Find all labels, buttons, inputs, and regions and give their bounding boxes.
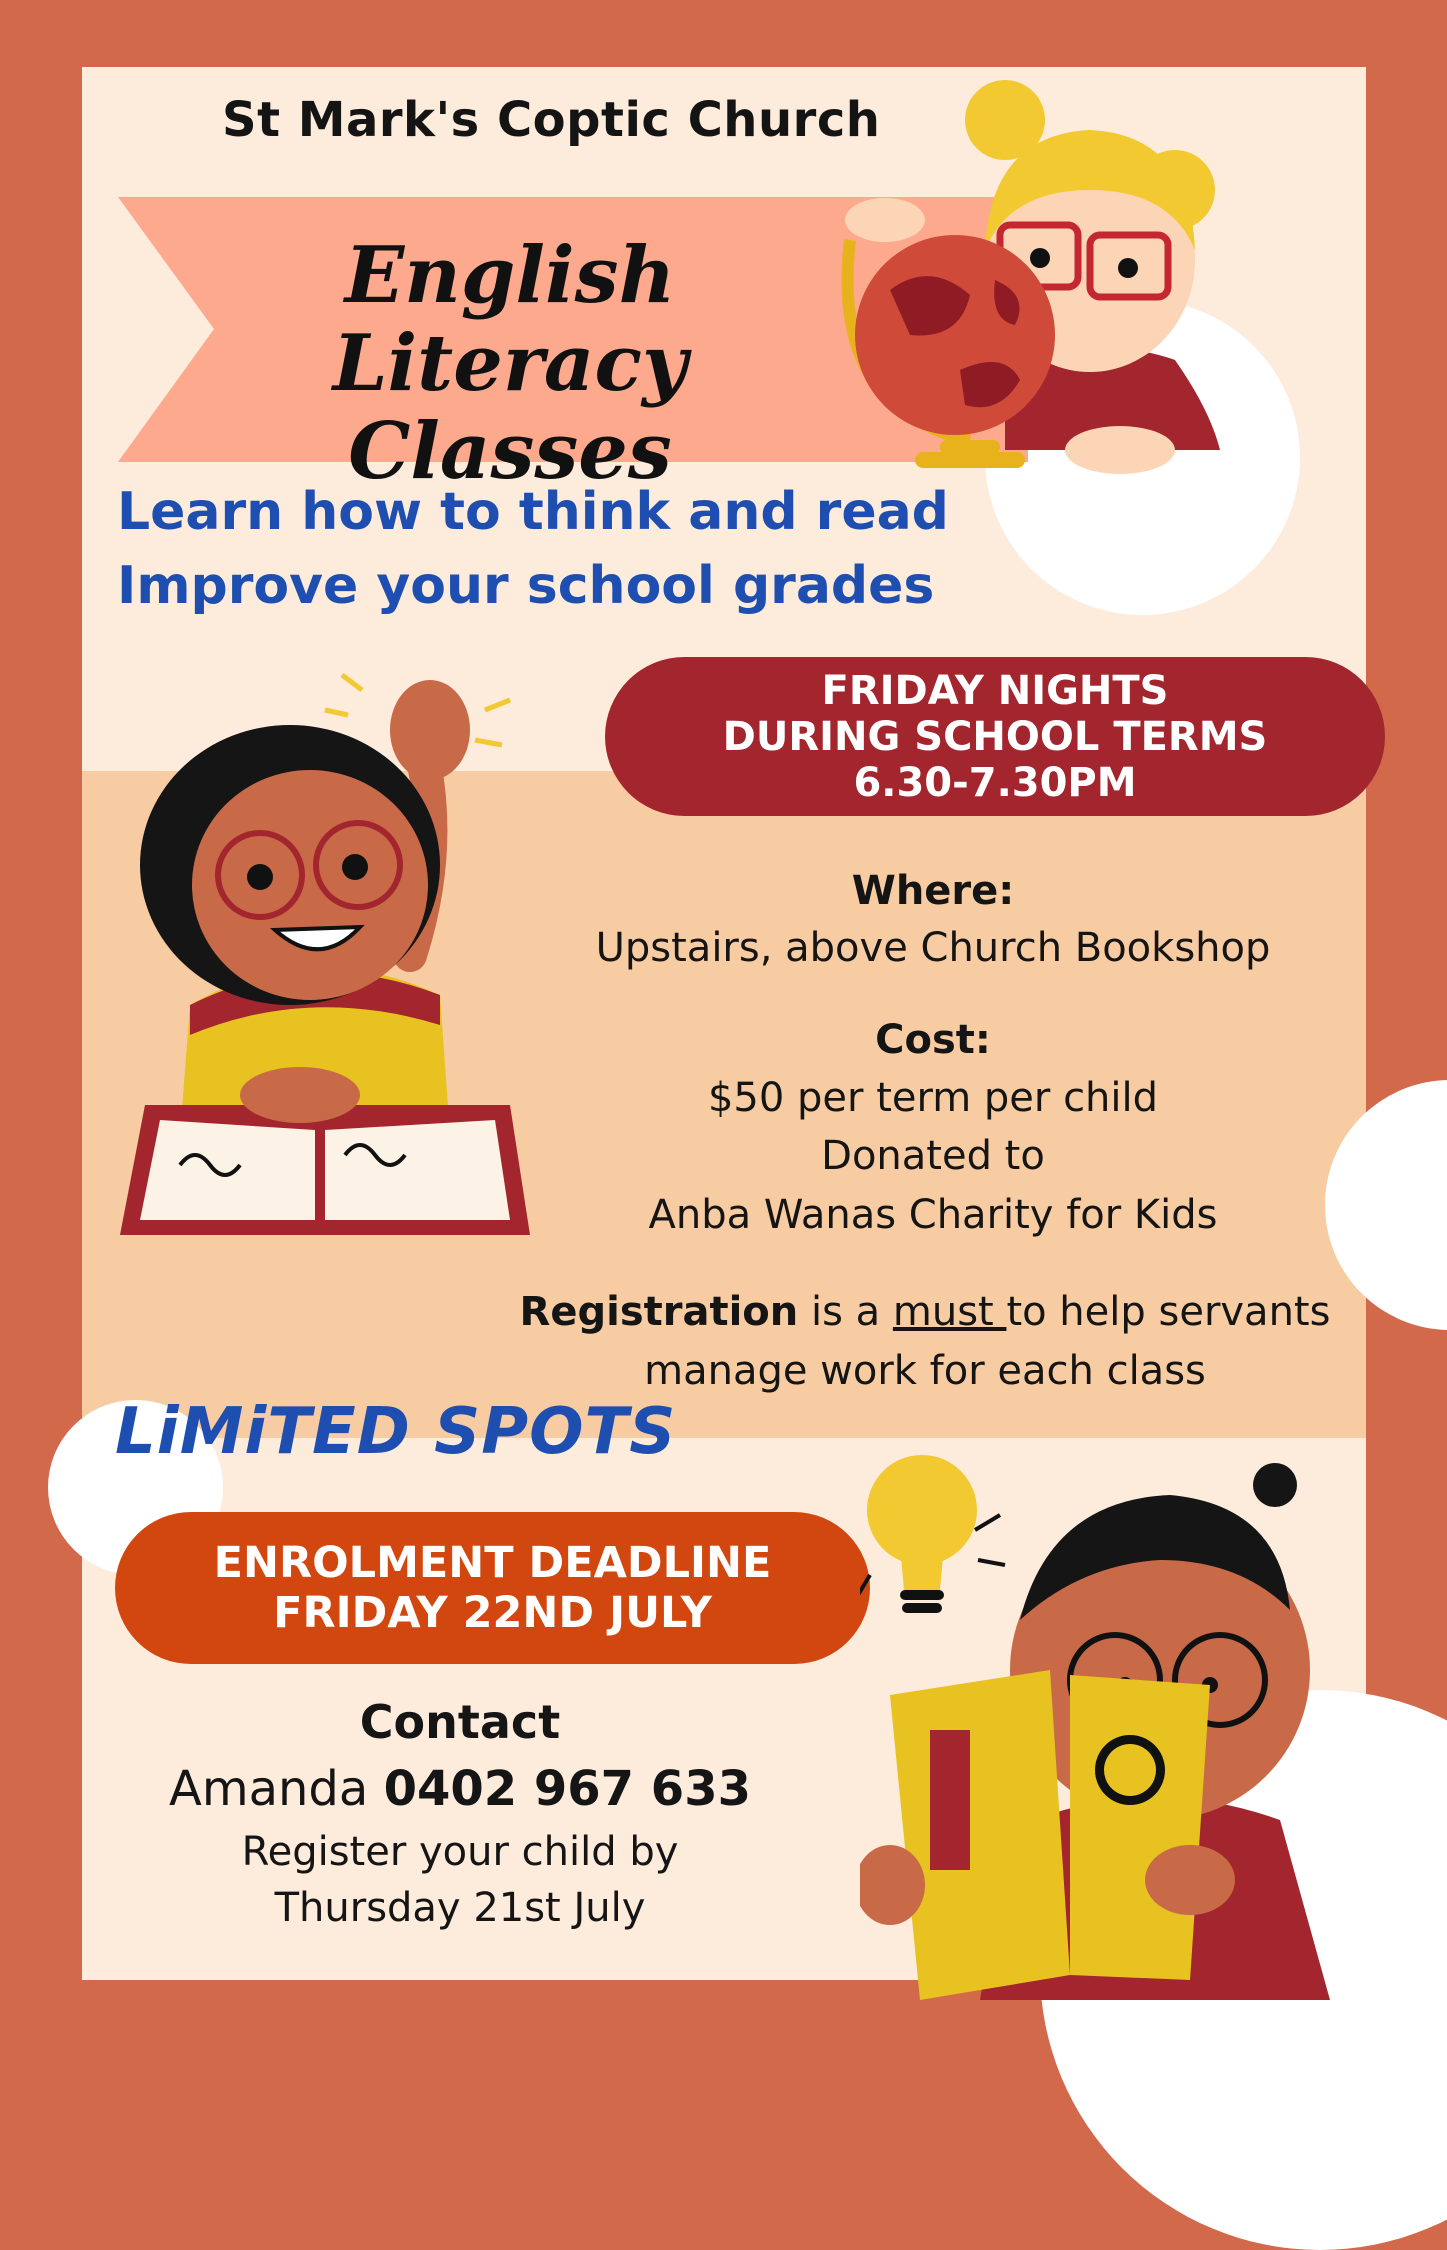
tagline-2: Improve your school grades [117,556,935,616]
cost-label: Cost: [875,1017,991,1063]
where-value: Upstairs, above Church Bookshop [595,925,1271,971]
registration-bold: Registration [519,1289,799,1335]
globe-kid-illustration [790,80,1270,520]
schedule-line-2: DURING SCHOOL TERMS [722,713,1268,760]
deadline-line-1: ENROLMENT DEADLINE [213,1538,772,1588]
limited-spots-heading: LiMiTED SPOTS [115,1395,677,1469]
register-by-line-1: Register your child by [241,1829,679,1875]
contact-label: Contact [359,1695,561,1749]
cost-donation-note: Donated to [821,1133,1045,1179]
book-icon [890,1670,1210,2000]
page-title [200,232,820,496]
cost-amount: $50 per term per child [707,1075,1159,1121]
church-name: St Mark's Coptic Church [222,92,881,148]
registration-line-2: manage work for each class [644,1348,1206,1394]
deadline-line-2: FRIDAY 22ND JULY [273,1588,712,1638]
registration-text-after: to help servants [1006,1289,1331,1335]
registration-note [510,1283,1340,1401]
contact-name: Amanda [169,1761,369,1817]
schedule-pill [605,657,1385,816]
title-line-1: English Literacy [332,230,688,409]
contact-block [130,1690,790,1936]
cost-charity-name: Anba Wanas Charity for Kids [648,1192,1218,1238]
lightbulb-icon [860,1455,1005,1613]
lightbulb-boy-illustration [860,1440,1330,2000]
registration-text-before: is a [798,1289,893,1335]
register-by-line-2: Thursday 21st July [274,1885,646,1931]
deadline-pill [115,1512,870,1664]
tagline-1: Learn how to think and read [117,482,949,542]
contact-line [130,1754,790,1824]
where-label: Where: [851,868,1015,914]
schedule-line-1: FRIDAY NIGHTS [821,667,1169,714]
registration-underlined: must [892,1289,1007,1335]
contact-phone: 0402 967 633 [383,1761,751,1817]
title-line-2: Classes [348,406,672,497]
waving-girl-illustration [110,665,530,1245]
registration-line-1 [510,1283,1340,1342]
schedule-line-3: 6.30-7.30PM [853,759,1137,806]
